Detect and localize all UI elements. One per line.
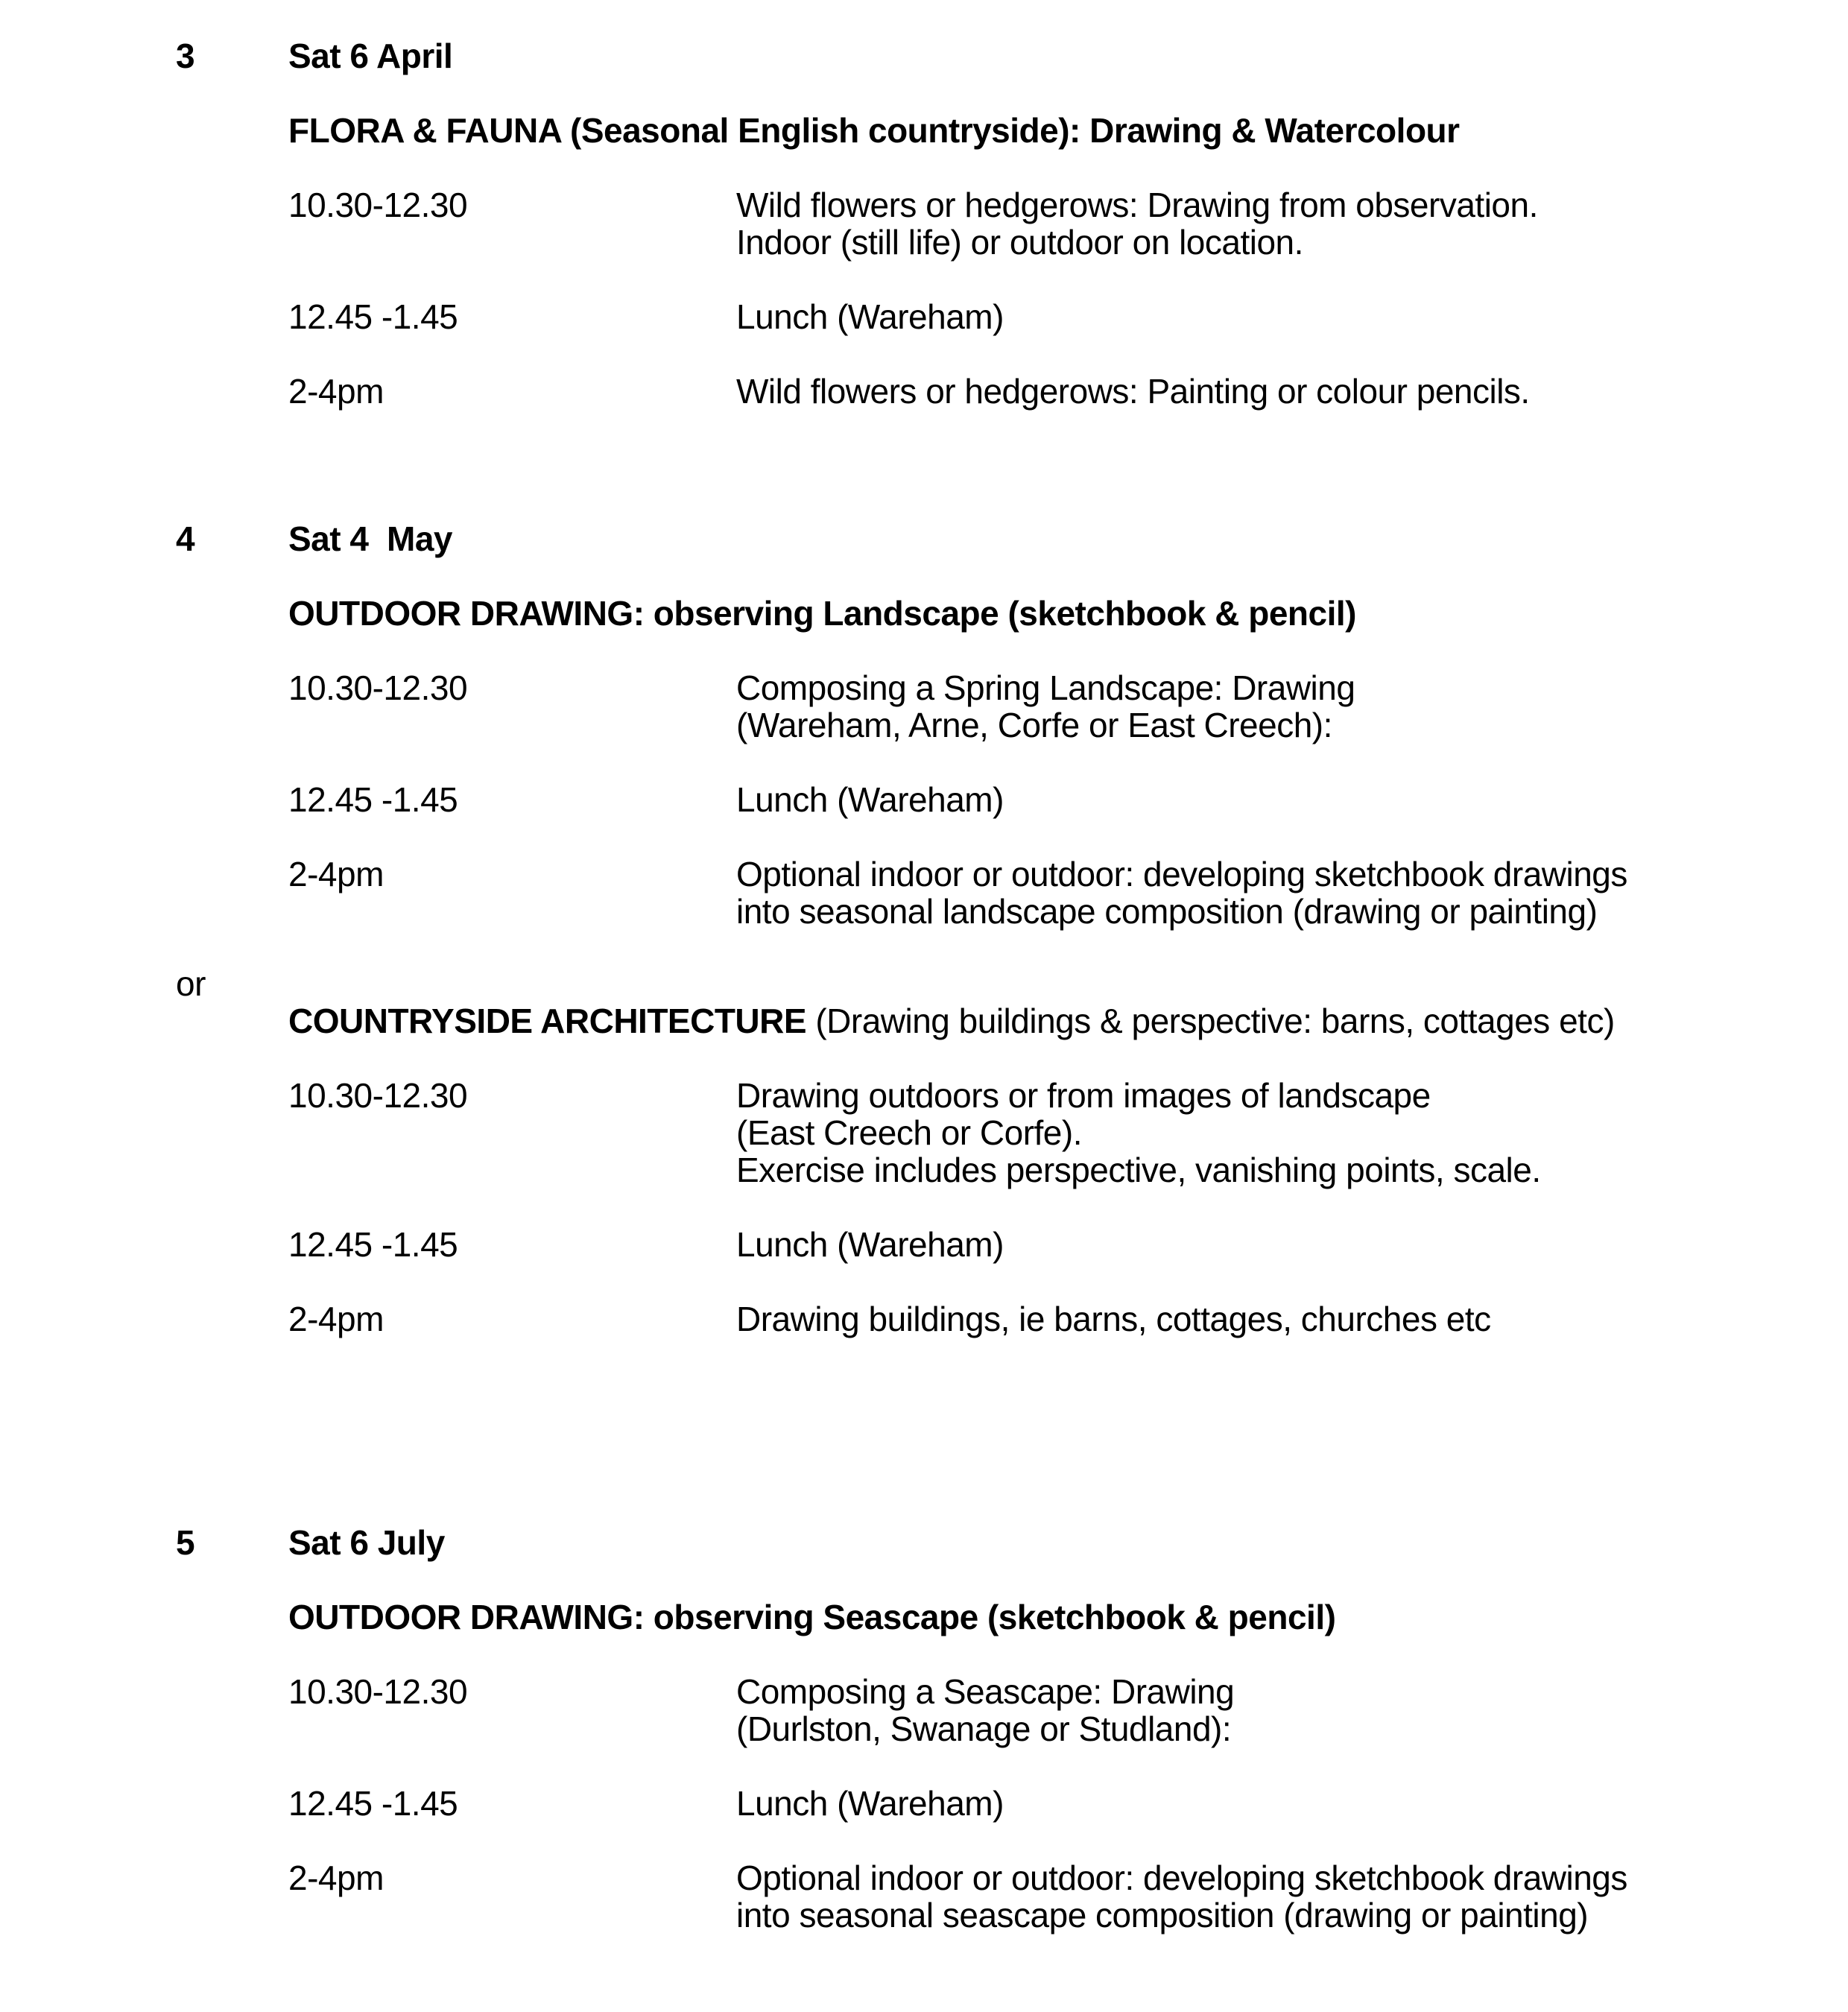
section-heading-bold: COUNTRYSIDE ARCHITECTURE xyxy=(288,1002,807,1040)
description-line: (Wareham, Arne, Corfe or East Creech): xyxy=(736,706,1332,744)
section-number: 5 xyxy=(176,1523,195,1562)
section-heading-bold: OUTDOOR DRAWING: observing Seascape (sketchbook & pencil) xyxy=(288,1598,1336,1636)
description-line: Drawing buildings, ie barns, cottages, churches etc xyxy=(736,1300,1491,1338)
schedule-row xyxy=(0,781,1848,818)
time-cell: 12.45 -1.45 xyxy=(288,1784,458,1823)
description-line: Optional indoor or outdoor: developing sketchbook drawings xyxy=(736,855,1627,893)
time-cell: 2-4pm xyxy=(288,855,384,893)
description-line: Drawing outdoors or from images of landscape xyxy=(736,1076,1431,1115)
description-cell xyxy=(736,1859,1627,1934)
schedule-row xyxy=(0,855,1848,930)
description-line: (Durlston, Swanage or Studland): xyxy=(736,1709,1232,1748)
description-line: Exercise includes perspective, vanishing points, scale. xyxy=(736,1151,1541,1189)
description-line: Lunch (Wareham) xyxy=(736,297,1004,336)
description-line: into seasonal landscape composition (drawing or painting) xyxy=(736,892,1598,931)
schedule-row xyxy=(0,1226,1848,1263)
schedule-row xyxy=(0,298,1848,335)
section-date: Sat 6 July xyxy=(288,1523,445,1562)
schedule-row xyxy=(0,1673,1848,1747)
description-cell xyxy=(736,298,1004,335)
section-heading xyxy=(0,112,1848,149)
schedule-row xyxy=(0,1859,1848,1934)
schedule-row xyxy=(0,669,1848,744)
description-line: into seasonal seascape composition (drawing or painting) xyxy=(736,1896,1589,1935)
description-cell xyxy=(736,373,1530,410)
section-4 xyxy=(0,520,1848,930)
section-number: 3 xyxy=(176,37,195,75)
section-4-alternative xyxy=(0,965,1848,1338)
description-line: (East Creech or Corfe). xyxy=(736,1113,1082,1152)
time-cell: 12.45 -1.45 xyxy=(288,780,458,819)
description-cell xyxy=(736,669,1355,744)
section-heading xyxy=(0,1598,1848,1636)
description-cell xyxy=(736,1785,1004,1822)
time-cell: 10.30-12.30 xyxy=(288,1076,468,1115)
schedule-row xyxy=(0,1077,1848,1189)
section-date: Sat 4 May xyxy=(288,519,452,558)
description-cell xyxy=(736,781,1004,818)
section-3-header xyxy=(0,37,1848,75)
section-heading xyxy=(0,595,1848,632)
time-cell: 10.30-12.30 xyxy=(288,1672,468,1711)
schedule-row xyxy=(0,373,1848,410)
time-cell: 10.30-12.30 xyxy=(288,186,468,224)
section-5 xyxy=(0,1524,1848,1934)
time-cell: 2-4pm xyxy=(288,1300,384,1338)
section-5-header xyxy=(0,1524,1848,1561)
description-cell xyxy=(736,1300,1491,1338)
section-4-header xyxy=(0,520,1848,557)
section-date: Sat 6 April xyxy=(288,37,453,75)
section-heading-bold: FLORA & FAUNA (Seasonal English countryside): Drawing & Watercolour xyxy=(288,111,1460,150)
description-line: Composing a Seascape: Drawing xyxy=(736,1672,1235,1711)
schedule-row xyxy=(0,186,1848,261)
time-cell: 12.45 -1.45 xyxy=(288,297,458,336)
section-heading-rest: (Drawing buildings & perspective: barns, cottages etc) xyxy=(806,1002,1615,1040)
time-cell: 12.45 -1.45 xyxy=(288,1225,458,1264)
time-cell: 10.30-12.30 xyxy=(288,668,468,707)
description-line: Lunch (Wareham) xyxy=(736,780,1004,819)
description-line: Composing a Spring Landscape: Drawing xyxy=(736,668,1355,707)
time-cell: 2-4pm xyxy=(288,372,384,411)
description-line: Wild flowers or hedgerows: Painting or colour pencils. xyxy=(736,372,1530,411)
description-line: Optional indoor or outdoor: developing sketchbook drawings xyxy=(736,1858,1627,1897)
description-cell xyxy=(736,1226,1004,1263)
description-line: Lunch (Wareham) xyxy=(736,1225,1004,1264)
section-number: 4 xyxy=(176,519,195,558)
or-label: or xyxy=(176,964,206,1003)
description-cell xyxy=(736,1673,1234,1747)
description-line: Lunch (Wareham) xyxy=(736,1784,1004,1823)
schedule-row xyxy=(0,1785,1848,1822)
section-3 xyxy=(0,37,1848,410)
description-cell xyxy=(736,1077,1541,1189)
section-heading-bold: OUTDOOR DRAWING: observing Landscape (sketchbook & pencil) xyxy=(288,594,1356,633)
schedule-row xyxy=(0,1300,1848,1338)
description-cell xyxy=(736,186,1538,261)
description-cell xyxy=(736,855,1627,930)
time-cell: 2-4pm xyxy=(288,1858,384,1897)
description-line: Indoor (still life) or outdoor on location. xyxy=(736,223,1303,262)
section-heading xyxy=(0,1002,1848,1040)
description-line: Wild flowers or hedgerows: Drawing from observation. xyxy=(736,186,1538,224)
